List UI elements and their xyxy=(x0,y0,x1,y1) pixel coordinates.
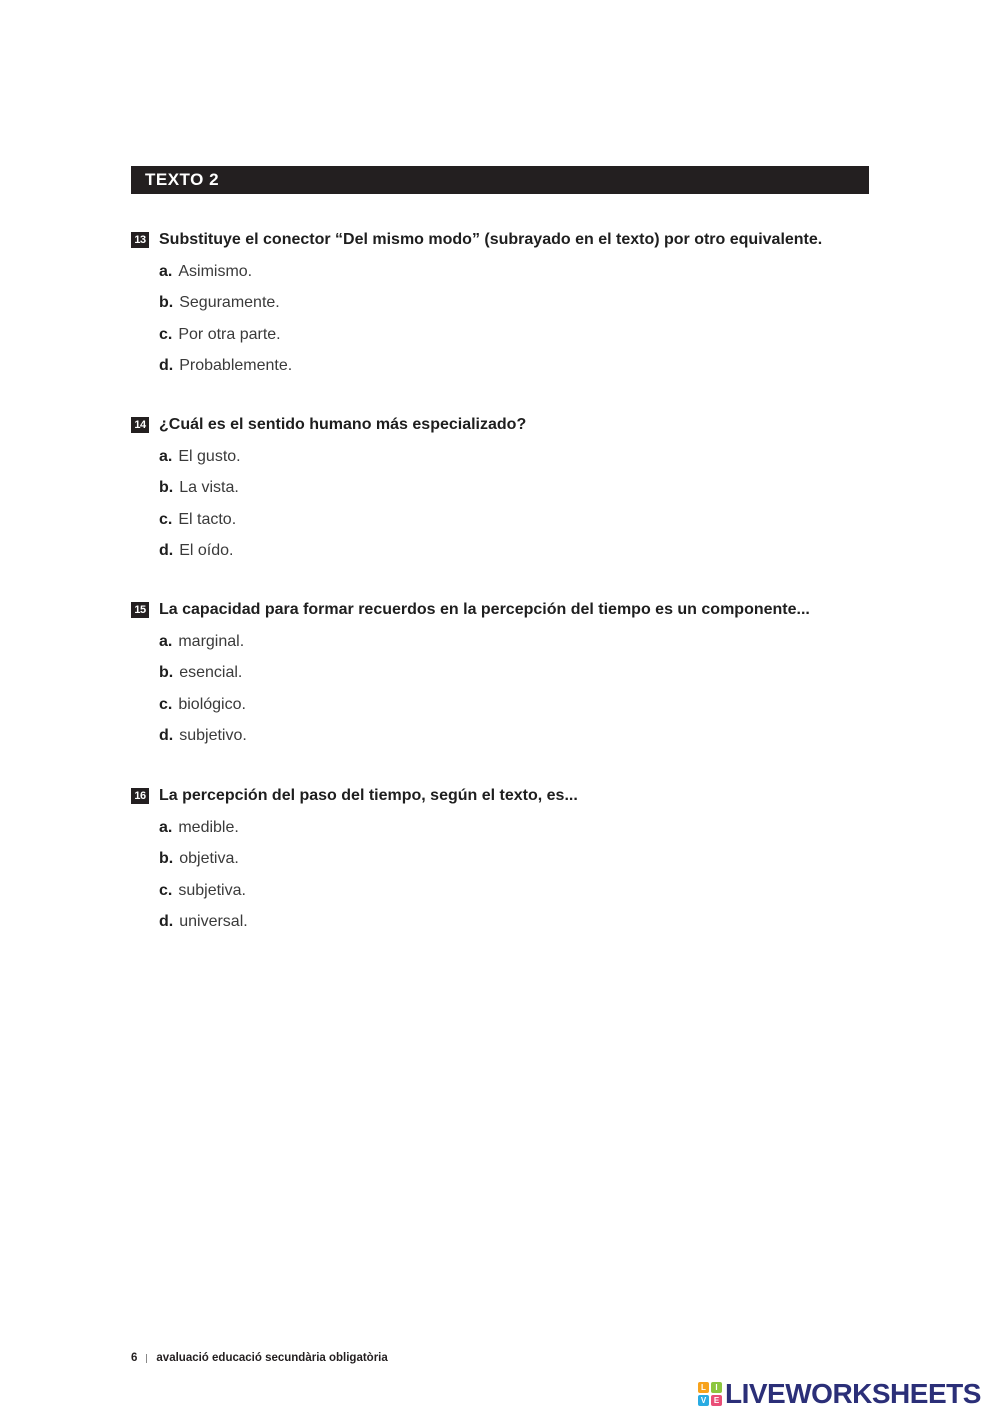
question-number-badge: 13 xyxy=(131,232,149,248)
liveworksheets-watermark xyxy=(698,1378,981,1410)
section-title: TEXTO 2 xyxy=(145,170,220,189)
question-text: Substituye el conector “Del mismo modo” (subrayado en el texto) por otro equivalente. xyxy=(159,231,823,248)
option-letter: a. xyxy=(159,262,173,280)
question-13 xyxy=(131,230,891,382)
option-letter: c. xyxy=(159,695,173,713)
option-text: El gusto. xyxy=(178,447,241,465)
answer-options xyxy=(131,441,891,567)
option-text: subjetiva. xyxy=(178,881,246,899)
logo-tile: E xyxy=(711,1395,722,1406)
question-14 xyxy=(131,415,891,567)
question-text: La percepción del paso del tiempo, según el texto, es... xyxy=(159,787,578,804)
answer-option-d[interactable] xyxy=(159,721,891,753)
answer-option-b[interactable] xyxy=(159,658,891,690)
question-number-badge: 15 xyxy=(131,602,149,618)
answer-option-d[interactable] xyxy=(159,351,891,383)
question-header xyxy=(131,230,891,250)
option-letter: d. xyxy=(159,727,174,745)
footer-text: avaluació educació secundària obligatòria xyxy=(156,1352,388,1364)
section-header xyxy=(131,166,869,194)
watermark-text: LIVEWORKSHEETS xyxy=(725,1378,981,1409)
option-letter: c. xyxy=(159,510,173,528)
liveworksheets-logo-icon xyxy=(698,1382,722,1406)
option-text: El oído. xyxy=(179,542,234,560)
page-number: 6 xyxy=(131,1352,138,1364)
question-15 xyxy=(131,600,891,752)
option-letter: b. xyxy=(159,850,174,868)
option-text: subjetivo. xyxy=(179,727,247,745)
question-header xyxy=(131,415,891,435)
option-letter: d. xyxy=(159,913,174,931)
option-letter: b. xyxy=(159,664,174,682)
option-text: Probablemente. xyxy=(179,357,293,375)
question-header xyxy=(131,786,891,806)
option-letter: d. xyxy=(159,357,174,375)
answer-option-a[interactable] xyxy=(159,441,891,473)
answer-options xyxy=(131,626,891,752)
option-text: marginal. xyxy=(178,632,245,650)
option-text: objetiva. xyxy=(179,850,239,868)
option-letter: a. xyxy=(159,818,173,836)
question-number-badge: 16 xyxy=(131,788,149,804)
option-text: universal. xyxy=(179,913,248,931)
option-letter: b. xyxy=(159,479,174,497)
logo-tile: L xyxy=(698,1382,709,1393)
answer-option-b[interactable] xyxy=(159,844,891,876)
option-text: Seguramente. xyxy=(179,294,280,312)
answer-option-d[interactable] xyxy=(159,536,891,568)
option-letter: d. xyxy=(159,542,174,560)
question-number-badge: 14 xyxy=(131,417,149,433)
answer-option-d[interactable] xyxy=(159,907,891,939)
question-16 xyxy=(131,786,891,938)
question-header xyxy=(131,600,891,620)
option-letter: b. xyxy=(159,294,174,312)
option-letter: c. xyxy=(159,881,173,899)
option-text: medible. xyxy=(178,818,239,836)
question-text: La capacidad para formar recuerdos en la percepción del tiempo es un componente... xyxy=(159,601,810,618)
answer-option-c[interactable] xyxy=(159,504,891,536)
answer-option-b[interactable] xyxy=(159,473,891,505)
logo-tile: I xyxy=(711,1382,722,1393)
logo-tile: V xyxy=(698,1395,709,1406)
answer-option-c[interactable] xyxy=(159,689,891,721)
option-letter: c. xyxy=(159,325,173,343)
answer-option-c[interactable] xyxy=(159,875,891,907)
answer-options xyxy=(131,812,891,938)
option-letter: a. xyxy=(159,632,173,650)
page-footer xyxy=(131,1352,388,1364)
option-text: Por otra parte. xyxy=(178,325,281,343)
answer-option-a[interactable] xyxy=(159,626,891,658)
option-text: La vista. xyxy=(179,479,239,497)
answer-options xyxy=(131,256,891,382)
option-text: esencial. xyxy=(179,664,243,682)
footer-divider xyxy=(146,1354,147,1363)
answer-option-c[interactable] xyxy=(159,319,891,351)
answer-option-b[interactable] xyxy=(159,288,891,320)
option-letter: a. xyxy=(159,447,173,465)
option-text: biológico. xyxy=(178,695,246,713)
answer-option-a[interactable] xyxy=(159,812,891,844)
option-text: El tacto. xyxy=(178,510,237,528)
answer-option-a[interactable] xyxy=(159,256,891,288)
question-text: ¿Cuál es el sentido humano más especializado? xyxy=(159,416,527,433)
option-text: Asimismo. xyxy=(178,262,253,280)
